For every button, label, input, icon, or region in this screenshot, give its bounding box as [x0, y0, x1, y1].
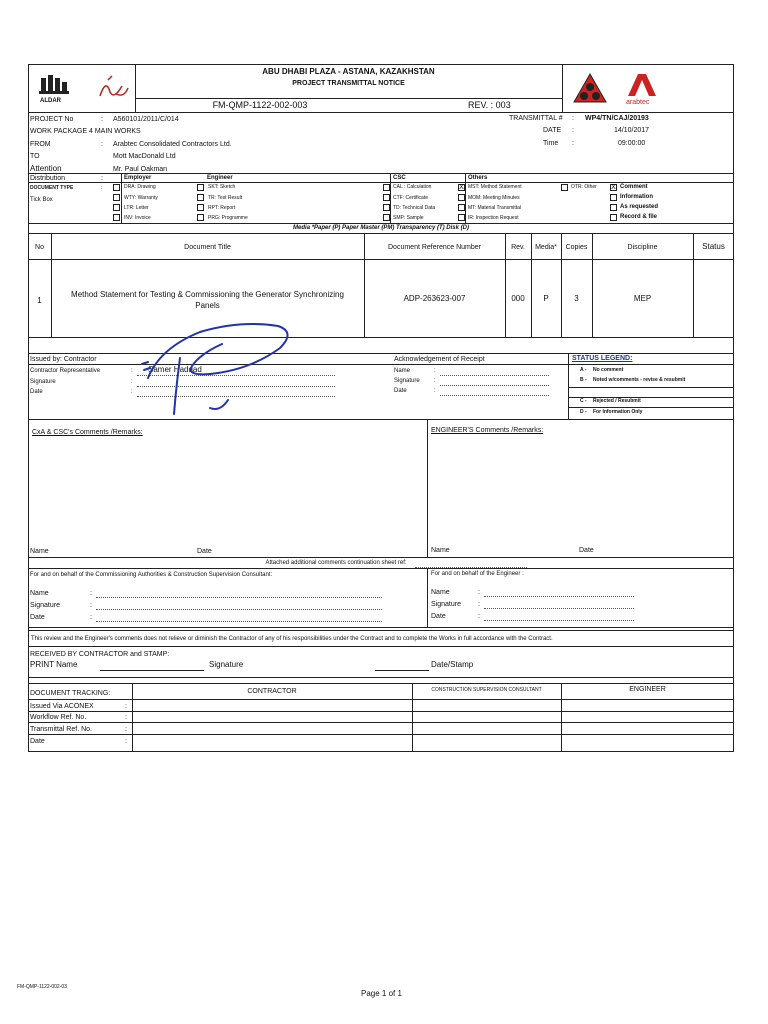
form-code: FM-QMP-1122-002-003 — [212, 100, 308, 110]
project-name: ABU DHABI PLAZA - ASTANA, KAZAKHSTAN — [262, 67, 435, 76]
tick-box-label: Tick Box — [30, 197, 53, 203]
aldar-logo — [34, 72, 74, 106]
checkbox-skt[interactable] — [197, 184, 204, 191]
checkbox-wty[interactable] — [113, 194, 120, 201]
checkbox-mom[interactable] — [458, 194, 465, 201]
transmittal-label: TRANSMITTAL # — [509, 115, 563, 122]
col-discipline: Discipline — [627, 244, 658, 251]
handwritten-signature — [130, 318, 310, 418]
engineer-behalf-label: For and on behalf of the Engineer : — [431, 571, 524, 577]
engineer-label: Engineer — [207, 175, 233, 181]
to-value: Mott MacDonald Ltd — [113, 153, 176, 160]
time-value: 09:00:00 — [618, 140, 646, 147]
checkbox-comment[interactable]: X — [611, 184, 616, 191]
form-title: PROJECT TRANSMITTAL NOTICE — [292, 80, 405, 87]
from-label: FROM — [30, 141, 51, 148]
others-label: Others — [468, 175, 488, 181]
cxa-comments-title: CxA & CSC's Comments /Remarks: — [32, 429, 143, 436]
tracking-title: DOCUMENT TRACKING: — [30, 690, 111, 697]
col-ref: Document Reference Number — [388, 244, 481, 251]
received-title: RECEIVED BY CONTRACTOR and STAMP: — [30, 651, 170, 658]
attention-label: Attention — [30, 164, 62, 173]
checkbox-mt[interactable] — [458, 204, 465, 211]
checkbox-as-requested[interactable] — [610, 204, 617, 211]
checkbox-ctf[interactable] — [383, 194, 390, 201]
checkbox-prg[interactable] — [197, 214, 204, 221]
time-label: Time — [543, 140, 559, 147]
to-label: TO — [30, 153, 40, 160]
media-note: Media *Paper (P) Paper Master (PM) Transparency (T) Disk (D) — [293, 225, 469, 231]
checkbox-dra[interactable] — [113, 184, 120, 191]
csc-behalf-label: For and on behalf of the Commissioning Authorities & Construction Supervision Consultant: — [30, 572, 273, 578]
checkbox-otr[interactable] — [561, 184, 568, 191]
date-label: DATE — [543, 127, 562, 134]
checkbox-inv[interactable] — [113, 214, 120, 221]
ack-label: Acknowledgement of Receipt — [394, 356, 485, 363]
col-title: Document Title — [184, 244, 231, 251]
document-ref: ADP-263623-007 — [403, 294, 466, 303]
checkbox-tr[interactable] — [197, 194, 204, 201]
csc-logo — [572, 72, 608, 106]
transmittal-no: WP4/TN/CAJ/20193 — [585, 115, 649, 122]
checkbox-information[interactable] — [610, 194, 617, 201]
arabtec-logo-text: arabtec — [626, 99, 650, 106]
footer-form-code: FM-QMP-1122-002-03 — [17, 984, 67, 990]
document-title: Method Statement for Testing & Commissioning the Generator Synchronizing — [71, 290, 344, 299]
checkbox-cal[interactable] — [383, 184, 390, 191]
status-legend-title: STATUS LEGEND: — [572, 355, 633, 362]
project-no: A560101/2011/C/014 — [113, 116, 179, 123]
checkbox-mst[interactable]: X — [459, 184, 464, 191]
col-media: Media* — [535, 244, 557, 251]
checkbox-smp[interactable] — [383, 214, 390, 221]
col-no: No — [35, 244, 44, 251]
project-no-label: PROJECT No — [30, 116, 74, 123]
continuation-note: Attached additional comments continuation sheet ref: — [265, 560, 407, 566]
engineer-comments-title: ENGINEER'S Comments /Remarks: — [431, 427, 544, 434]
distribution-label: Distribution — [30, 175, 66, 182]
checkbox-record-file[interactable] — [610, 214, 617, 221]
doc-type-label: DOCUMENT TYPE — [30, 185, 74, 191]
rep-name: Samer Haddad — [148, 365, 202, 374]
col-copies: Copies — [565, 244, 588, 251]
aldar-logo-text: ALDAR — [40, 98, 61, 104]
calligraphy-logo — [96, 74, 130, 104]
attention-value: Mr. Paul Oakman — [113, 166, 168, 173]
checkbox-td[interactable] — [383, 204, 390, 211]
work-package: WORK PACKAGE 4 MAIN WORKS — [30, 128, 141, 135]
revision: REV. : 003 — [468, 100, 511, 110]
checkbox-ir[interactable] — [458, 214, 465, 221]
from-value: Arabtec Consolidated Contractors Ltd. — [113, 141, 232, 148]
arabtec-logo — [618, 72, 668, 108]
checkbox-ltr[interactable] — [113, 204, 120, 211]
issued-by: Issued by: Contractor — [30, 356, 97, 363]
col-rev: Rev. — [511, 244, 525, 251]
employer-label: Employer — [124, 175, 152, 181]
page-number: Page 1 of 1 — [361, 989, 402, 998]
col-status: Status — [702, 242, 725, 251]
csc-label: CSC — [393, 175, 406, 181]
disclaimer: This review and the Engineer's comments does not relieve or diminish the Contractor of any of his responsibilities under the Contract and to complete the Works in full accordance with the Contract. — [31, 636, 553, 642]
checkbox-rpt[interactable] — [197, 204, 204, 211]
date-value: 14/10/2017 — [614, 127, 650, 134]
